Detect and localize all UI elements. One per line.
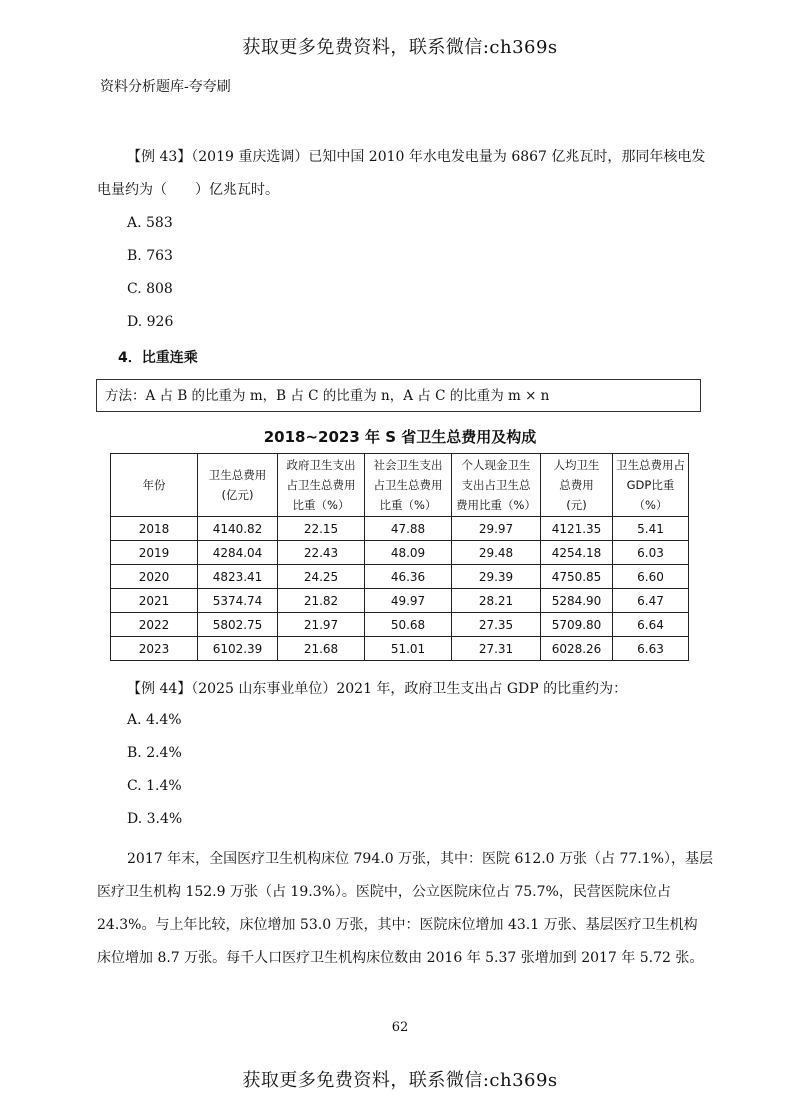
table-row: [111, 541, 689, 565]
example-44-option-c: C. 1.4%: [127, 778, 182, 794]
table-cell: 51.01: [365, 637, 452, 661]
table-cell: 4140.82: [198, 517, 278, 541]
table-cell: 21.82: [278, 589, 365, 613]
example-43-line-1: 【例 43】（2019 重庆选调）已知中国 2010 年水电发电量为 6867 亿兆瓦时，那同年核电发: [127, 149, 706, 165]
table-cell: 5284.90: [541, 589, 613, 613]
table-header-cell: 卫生总费用 (亿元): [198, 454, 278, 517]
table-row: [111, 613, 689, 637]
table-cell: 2022: [111, 613, 198, 637]
example-43-option-b: B. 763: [127, 248, 173, 264]
table-cell: 4121.35: [541, 517, 613, 541]
passage-line-4: 床位增加 8.7 万张。每千人口医疗卫生机构床位数由 2016 年 5.37 张增加到 2017 年 5.72 张。: [97, 950, 704, 966]
passage-line-1: 2017 年末，全国医疗卫生机构床位 794.0 万张，其中：医院 612.0 万张（占 77.1%），基层: [127, 851, 713, 867]
table-cell: 5374.74: [198, 589, 278, 613]
example-43-option-d: D. 926: [127, 314, 174, 330]
table-header-cell: 个人现金卫生 支出占卫生总 费用比重（%）: [452, 454, 541, 517]
table-cell: 2021: [111, 589, 198, 613]
table-header-row: [111, 454, 689, 517]
table-cell: 5802.75: [198, 613, 278, 637]
example-44-option-b: B. 2.4%: [127, 745, 182, 761]
table-cell: 27.35: [452, 613, 541, 637]
table-cell: 4284.04: [198, 541, 278, 565]
table-cell: 22.43: [278, 541, 365, 565]
table-header-cell: 年份: [111, 454, 198, 517]
example-43-line-2: 电量约为（ ）亿兆瓦时。: [97, 182, 279, 198]
table-title: 2018~2023 年 S 省卫生总费用及构成: [263, 428, 537, 446]
table-cell: 6.03: [613, 541, 689, 565]
table-row: [111, 589, 689, 613]
table-cell: 48.09: [365, 541, 452, 565]
table-cell: 29.97: [452, 517, 541, 541]
page-number: 62: [391, 1020, 409, 1035]
table-cell: 6.64: [613, 613, 689, 637]
table-cell: 22.15: [278, 517, 365, 541]
table-cell: 6102.39: [198, 637, 278, 661]
table-header-cell: 政府卫生支出 占卫生总费用 比重（%）: [278, 454, 365, 517]
table-cell: 28.21: [452, 589, 541, 613]
example-44-line-1: 【例 44】（2025 山东事业单位）2021 年，政府卫生支出占 GDP 的比重约为：: [127, 681, 628, 697]
data-table: [110, 453, 689, 661]
table-cell: 5.41: [613, 517, 689, 541]
table-cell: 4254.18: [541, 541, 613, 565]
table-cell: 21.97: [278, 613, 365, 637]
top-banner: 获取更多免费资料，联系微信:ch369s: [242, 37, 558, 58]
passage-line-3: 24.3%。与上年比较，床位增加 53.0 万张，其中：医院床位增加 43.1 万张、基层医疗卫生机构: [97, 917, 698, 933]
table-cell: 4823.41: [198, 565, 278, 589]
table-cell: 27.31: [452, 637, 541, 661]
example-43-option-c: C. 808: [127, 281, 173, 297]
table-cell: 24.25: [278, 565, 365, 589]
table-cell: 2018: [111, 517, 198, 541]
table-cell: 4750.85: [541, 565, 613, 589]
table-cell: 6.60: [613, 565, 689, 589]
example-43-option-a: A. 583: [127, 215, 173, 231]
section-heading: 4．比重连乘: [118, 350, 198, 366]
table-cell: 50.68: [365, 613, 452, 637]
table-cell: 6.47: [613, 589, 689, 613]
table-cell: 21.68: [278, 637, 365, 661]
passage-line-2: 医疗卫生机构 152.9 万张（占 19.3%）。医院中，公立医院床位占 75.7%，民营医院床位占: [97, 884, 671, 900]
document-subtitle: 资料分析题库-夸夸刷: [100, 79, 231, 95]
table-cell: 6.63: [613, 637, 689, 661]
table-cell: 49.97: [365, 589, 452, 613]
table-header-cell: 卫生总费用占 GDP比重（%）: [613, 454, 689, 517]
table-cell: 46.36: [365, 565, 452, 589]
table-row: [111, 517, 689, 541]
table-cell: 6028.26: [541, 637, 613, 661]
table-cell: 2020: [111, 565, 198, 589]
method-box: 方法：A 占 B 的比重为 m，B 占 C 的比重为 n，A 占 C 的比重为 m × n: [96, 379, 701, 412]
table-cell: 5709.80: [541, 613, 613, 637]
bottom-banner: 获取更多免费资料，联系微信:ch369s: [242, 1070, 558, 1091]
table-row: [111, 565, 689, 589]
table-header-cell: 人均卫生 总费用 (元): [541, 454, 613, 517]
table-cell: 29.39: [452, 565, 541, 589]
table-cell: 2023: [111, 637, 198, 661]
table-cell: 29.48: [452, 541, 541, 565]
example-44-option-a: A. 4.4%: [127, 712, 182, 728]
table-cell: 2019: [111, 541, 198, 565]
table-row: [111, 637, 689, 661]
table-header-cell: 社会卫生支出 占卫生总费用 比重（%）: [365, 454, 452, 517]
example-44-option-d: D. 3.4%: [127, 811, 183, 827]
table-cell: 47.88: [365, 517, 452, 541]
